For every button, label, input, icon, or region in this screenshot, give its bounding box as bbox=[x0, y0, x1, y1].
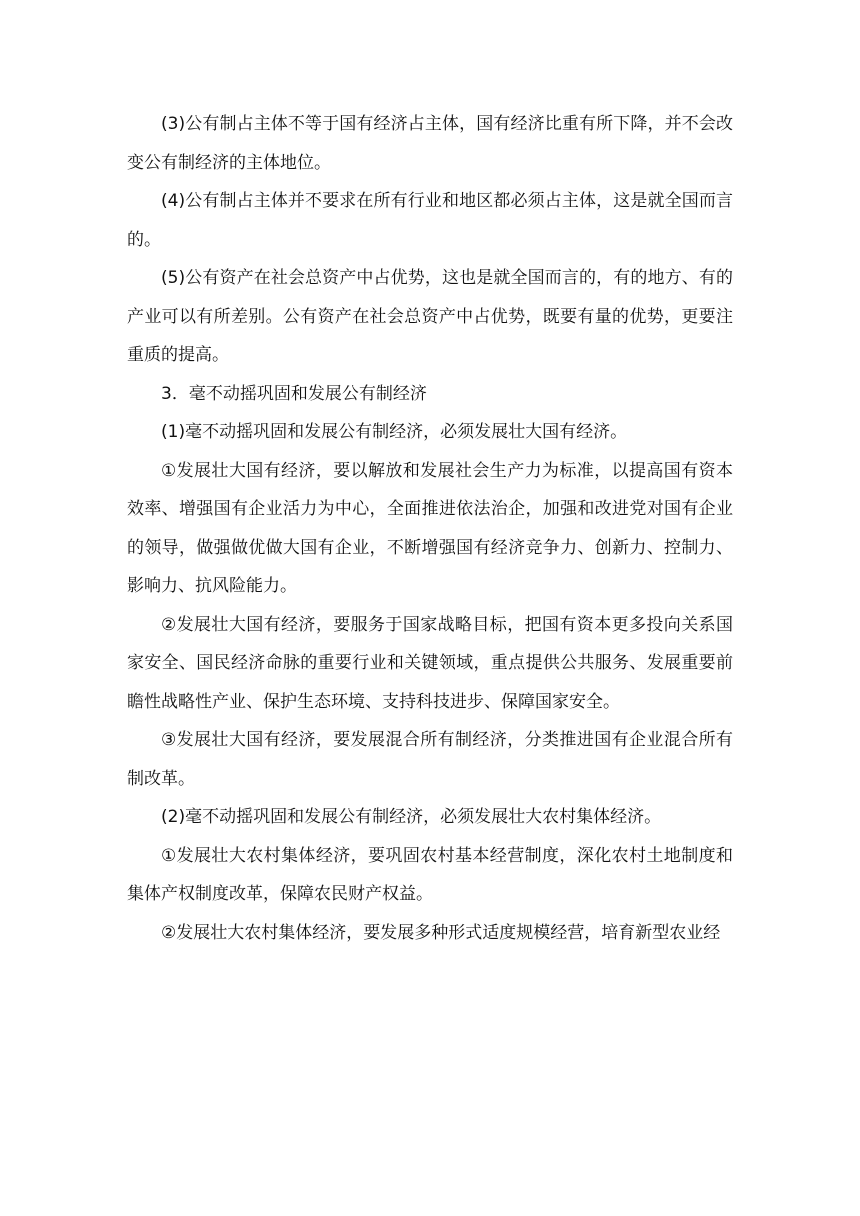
paragraph-point-5: (5)公有资产在社会总资产中占优势，这也是就全国而言的，有的地方、有的产业可以有所差别。公有资产在社会总资产中占优势，既要有量的优势，更要注重质的提高。 bbox=[127, 268, 733, 365]
paragraph-sub-2-item-1: ①发展壮大农村集体经济，要巩固农村基本经营制度，深化农村土地制度和集体产权制度改革，保障农民财产权益。 bbox=[127, 845, 733, 904]
paragraph-sub-2-item-2: ②发展壮大农村集体经济，要发展多种形式适度规模经营，培育新型农业经 bbox=[161, 922, 721, 943]
paragraph-point-3: (3)公有制占主体不等于国有经济占主体，国有经济比重有所下降，并不会改变公有制经济的主体地位。 bbox=[127, 114, 733, 173]
paragraph-sub-1: (1)毫不动摇巩固和发展公有制经济，必须发展壮大国有经济。 bbox=[161, 422, 628, 442]
paragraph-sub-1-item-2: ②发展壮大国有经济，要服务于国家战略目标，把国有资本更多投向关系国家安全、国民经济命脉的重要行业和关键领域，重点提供公共服务、发展重要前瞻性战略性产业、保护生态环境、支持科技进步、保障国家安全。 bbox=[127, 614, 733, 712]
paragraph-sub-1-item-1: ①发展壮大国有经济，要以解放和发展社会生产力为标准，以提高国有资本效率、增强国有企业活力为中心，全面推进依法治企，加强和改进党对国有企业的领导，做强做优做大国有企业，不断增强国有经济竞争力、创新力、控制力、影响力、抗风险能力。 bbox=[127, 460, 733, 596]
paragraph-point-4: (4)公有制占主体并不要求在所有行业和地区都必须占主体，这是就全国而言的。 bbox=[127, 191, 733, 250]
paragraph-sub-1-item-3: ③发展壮大国有经济，要发展混合所有制经济，分类推进国有企业混合所有制改革。 bbox=[127, 730, 733, 789]
section-heading-3: 3．毫不动摇巩固和发展公有制经济 bbox=[161, 383, 427, 404]
document-body bbox=[127, 105, 733, 952]
paragraph-sub-2: (2)毫不动摇巩固和发展公有制经济，必须发展壮大农村集体经济。 bbox=[161, 807, 662, 827]
